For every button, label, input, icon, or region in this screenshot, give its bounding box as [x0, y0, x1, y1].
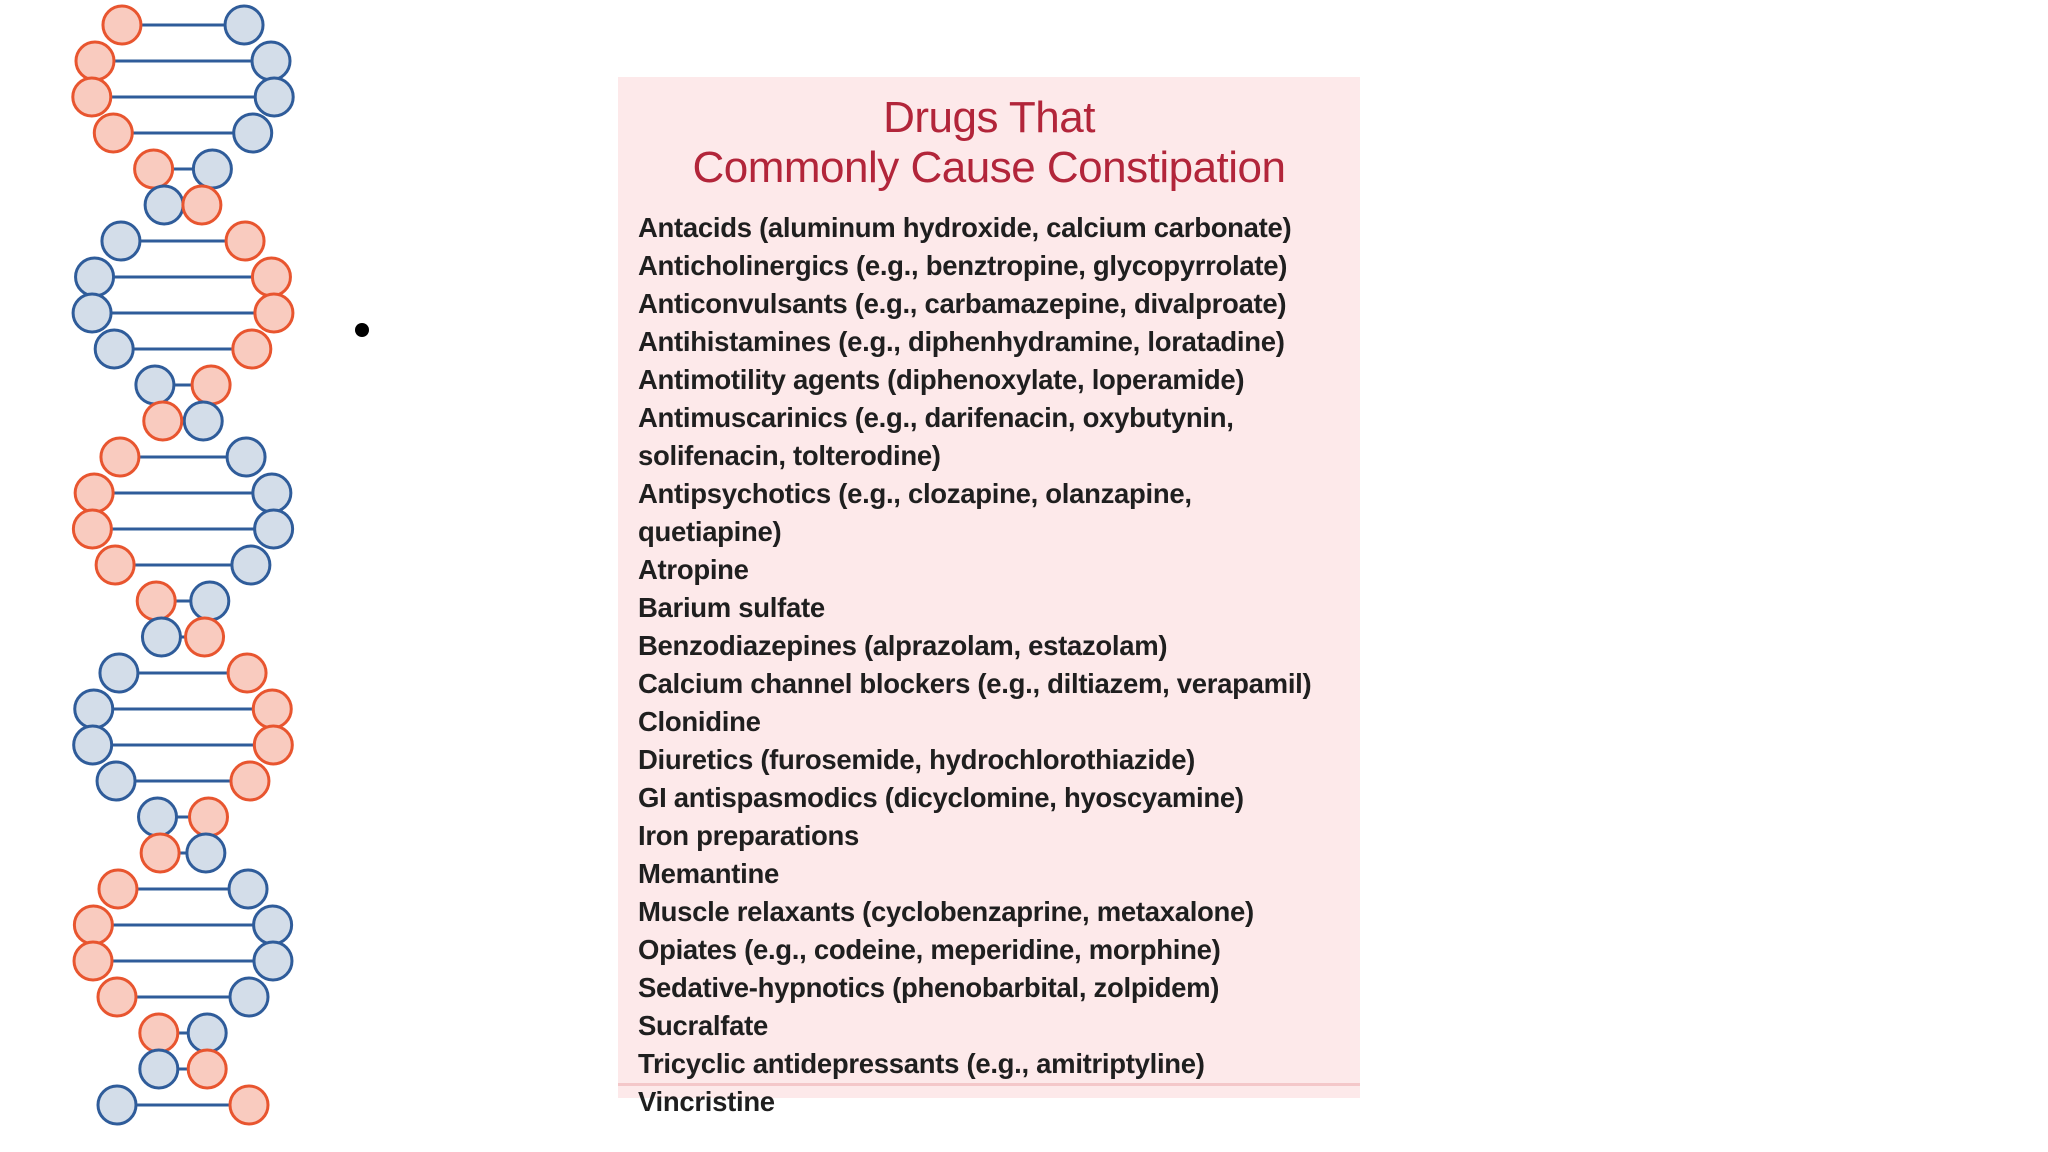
- drug-list-card: [618, 77, 1360, 1117]
- drug-list-item: Opiates (e.g., codeine, meperidine, morphine): [638, 934, 1221, 965]
- card-bottom-divider: [618, 1083, 1360, 1086]
- drug-list: [618, 209, 1360, 1121]
- drug-list-item: GI antispasmodics (dicyclomine, hyoscyamine): [638, 782, 1244, 813]
- drug-list-item: Iron preparations: [638, 820, 860, 851]
- dna-helix-icon: [0, 0, 320, 1152]
- bullet-point: [355, 323, 369, 337]
- drug-list-item: Calcium channel blockers (e.g., diltiazem, verapamil): [638, 668, 1312, 699]
- drug-list-item: Tricyclic antidepressants (e.g., amitriptyline): [638, 1048, 1205, 1079]
- drug-list-item: Diuretics (furosemide, hydrochlorothiazide): [638, 744, 1196, 775]
- drug-list-item: Antihistamines (e.g., diphenhydramine, loratadine): [638, 326, 1285, 357]
- drug-list-item: Muscle relaxants (cyclobenzaprine, metaxalone): [638, 896, 1254, 927]
- card-title: [618, 93, 1360, 193]
- drug-list-item: Anticholinergics (e.g., benztropine, glycopyrrolate): [638, 250, 1288, 281]
- drug-list-item: Clonidine: [638, 706, 761, 737]
- drug-list-item: Antacids (aluminum hydroxide, calcium carbonate): [638, 212, 1292, 243]
- drug-list-item: Antipsychotics (e.g., clozapine, olanzapine, quetiapine): [638, 478, 1192, 547]
- drug-list-item: Benzodiazepines (alprazolam, estazolam): [638, 630, 1168, 661]
- drug-list-item: Vincristine: [638, 1086, 775, 1117]
- drug-list-item: Sedative-hypnotics (phenobarbital, zolpidem): [638, 972, 1220, 1003]
- drug-list-item: Memantine: [638, 858, 779, 889]
- drug-list-item: Sucralfate: [638, 1010, 768, 1041]
- drug-list-item: Barium sulfate: [638, 592, 825, 623]
- card-title-line-2: Commonly Cause Constipation: [692, 143, 1286, 192]
- drug-list-item: Anticonvulsants (e.g., carbamazepine, divalproate): [638, 288, 1287, 319]
- drug-list-item: Antimotility agents (diphenoxylate, loperamide): [638, 364, 1245, 395]
- card-title-line-1: Drugs That: [883, 93, 1095, 142]
- drug-list-item: Atropine: [638, 554, 749, 585]
- drug-list-item: Antimuscarinics (e.g., darifenacin, oxybutynin, solifenacin, tolterodine): [638, 402, 1234, 471]
